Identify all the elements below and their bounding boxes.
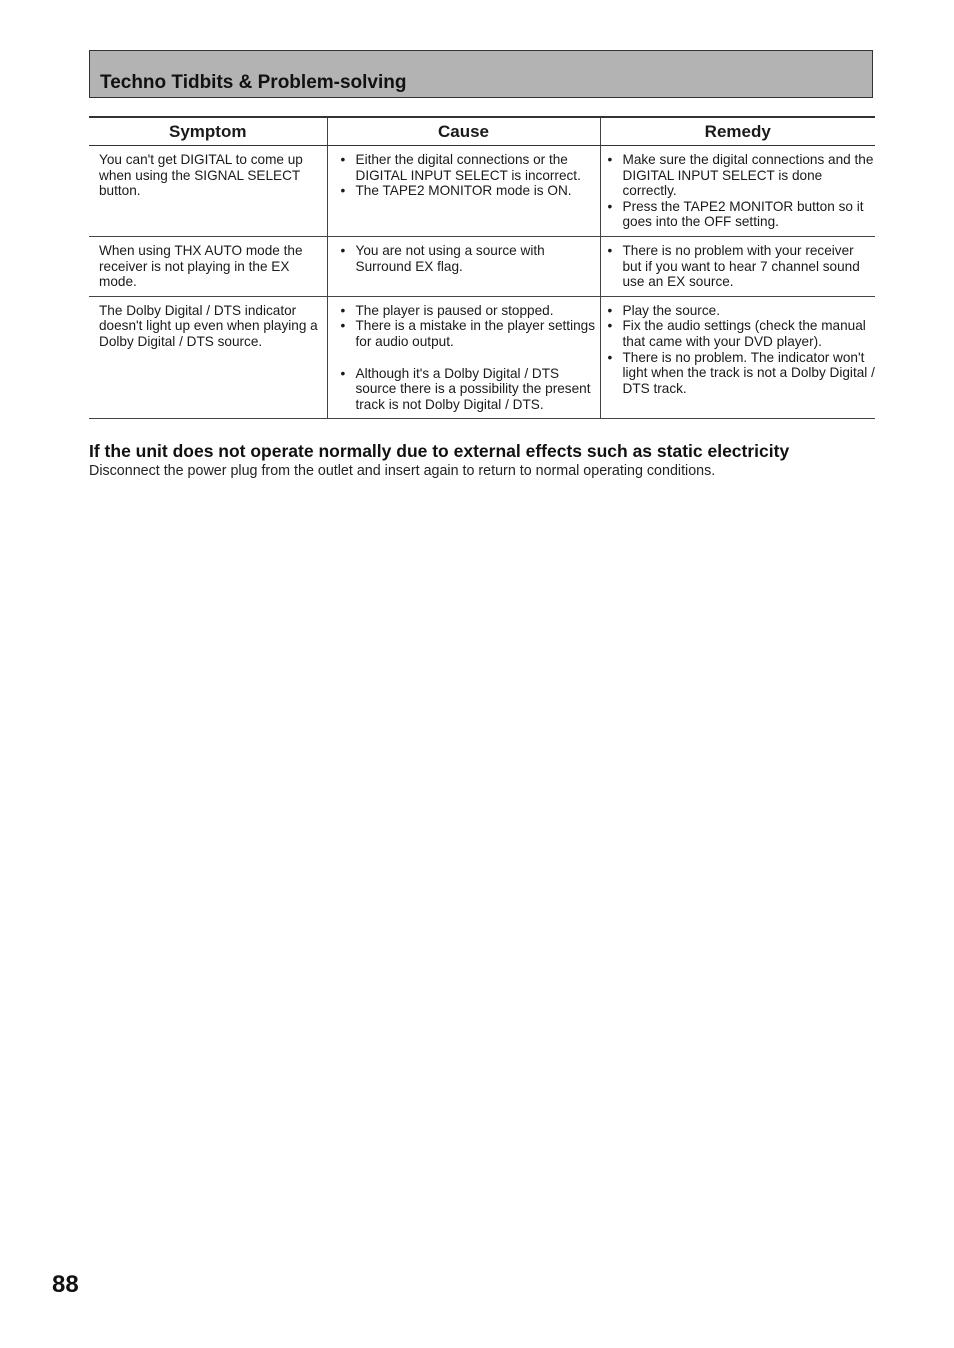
page-number: 88: [52, 1271, 79, 1298]
remedy-list: [607, 243, 876, 290]
cause-list: [340, 152, 596, 199]
remedy-item: • Press the TAPE2 MONITOR button so it goes into the OFF setting.: [607, 199, 876, 230]
remedy-cell: [600, 146, 875, 237]
cause-item: • There is a mistake in the player settings for audio output.: [340, 318, 596, 349]
cause-item: • Although it's a Dolby Digital / DTS source there is a possibility the present track is not Dolby Digital / DTS.: [340, 366, 596, 413]
cause-item: • Either the digital connections or the DIGITAL INPUT SELECT is incorrect.: [340, 152, 596, 183]
static-electricity-note: [89, 440, 889, 480]
cause-cell: [327, 236, 600, 296]
troubleshooting-table: [89, 116, 875, 419]
note-text: Disconnect the power plug from the outlet and insert again to return to normal operating conditions.: [89, 463, 716, 479]
cause-item: • The player is paused or stopped.: [340, 303, 596, 319]
cause-cell: [327, 146, 600, 237]
remedy-list: [607, 152, 876, 230]
note-heading: If the unit does not operate normally due to external effects such as static electricity: [89, 441, 790, 461]
column-header-cause: Cause: [327, 117, 600, 146]
symptom-cell: When using THX AUTO mode the receiver is not playing in the EX mode.: [89, 236, 327, 296]
cause-cell: [327, 296, 600, 419]
remedy-list: [607, 303, 876, 397]
cause-list: [340, 243, 596, 274]
remedy-item: • There is no problem. The indicator won't light when the track is not a Dolby Digital / DTS track.: [607, 350, 876, 397]
column-header-symptom: Symptom: [89, 117, 327, 146]
remedy-cell: [600, 236, 875, 296]
symptom-cell: You can't get DIGITAL to come up when using the SIGNAL SELECT button.: [89, 146, 327, 237]
table-row: [89, 296, 875, 419]
column-header-remedy: Remedy: [600, 117, 875, 146]
cause-list: [340, 303, 596, 413]
remedy-item: • Fix the audio settings (check the manual that came with your DVD player).: [607, 318, 876, 349]
table-header-row: [89, 117, 875, 146]
section-header: [89, 50, 873, 98]
cause-item: • You are not using a source with Surround EX flag.: [340, 243, 596, 274]
remedy-item: • There is no problem with your receiver but if you want to hear 7 channel sound use an EX source.: [607, 243, 876, 290]
table-row: [89, 146, 875, 237]
cause-item: • The TAPE2 MONITOR mode is ON.: [340, 183, 596, 199]
table-row: [89, 236, 875, 296]
section-title: Techno Tidbits & Problem-solving: [100, 72, 407, 93]
remedy-item: • Make sure the digital connections and the DIGITAL INPUT SELECT is done correctly.: [607, 152, 876, 199]
remedy-cell: [600, 296, 875, 419]
remedy-item: • Play the source.: [607, 303, 876, 319]
symptom-cell: The Dolby Digital / DTS indicator doesn't light up even when playing a Dolby Digital / DTS source.: [89, 296, 327, 419]
